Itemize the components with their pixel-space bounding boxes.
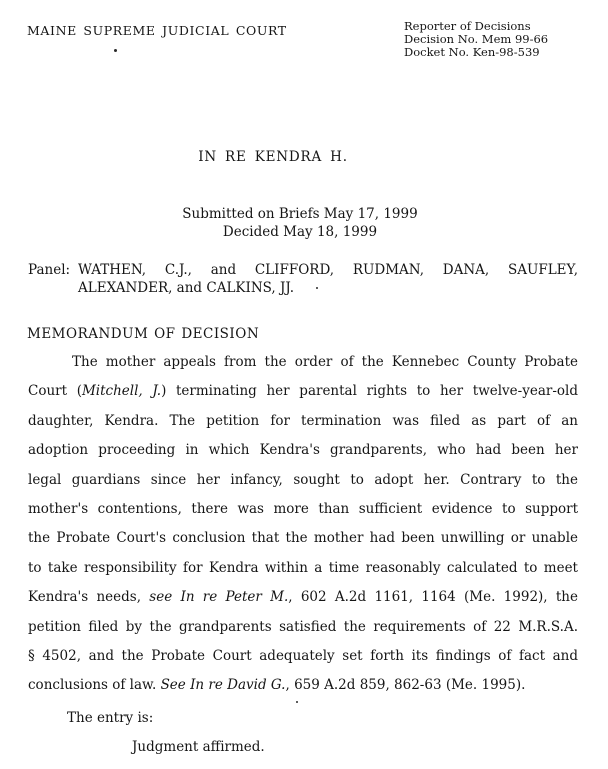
body-text-segment: to take responsibility for Kendra within a time reasonably calculated to meet <box>28 559 578 576</box>
body-text-segment: Kendra's needs, <box>28 589 150 606</box>
body-line <box>28 524 578 553</box>
panel-judges-line2: ALEXANDER, and CALKINS, JJ. <box>78 279 295 296</box>
body-text-segment: mother's contentions, there was more than sufficient evidence to support <box>28 500 578 517</box>
panel-block <box>28 262 578 297</box>
body-text-segment: daughter, Kendra. The petition for termination was filed as part of an <box>28 412 578 429</box>
body-text-segment: adoption proceeding in which Kendra's grandparents, who had been her <box>28 442 578 459</box>
panel-judges-line1: WATHEN, C.J., and CLIFFORD, RUDMAN, DANA, SAUFLEY, <box>78 262 578 278</box>
body-text-segment: , 659 A.2d 859, 862-63 (Me. 1995). <box>285 677 526 694</box>
panel-label: Panel: <box>28 262 71 278</box>
body-line <box>28 613 578 642</box>
body-text-segment: legal guardians since her infancy, sought to adopt her. Contrary to the <box>28 471 578 488</box>
body-text-segment: the Probate Court's conclusion that the mother had been unwilling or unable <box>28 530 578 547</box>
decision-number-line: Decision No. Mem 99-66 <box>404 32 549 46</box>
body-text-segment: , 602 A.2d 1161, 1164 (Me. 1992), the <box>288 589 578 606</box>
entry-lead: The entry is: <box>67 710 154 726</box>
reporter-of-decisions-line: Reporter of Decisions <box>404 19 531 33</box>
body-text-segment: § 4502, and the Probate Court adequately set forth its findings of fact and <box>28 647 578 664</box>
body-line <box>28 642 578 671</box>
body-text-segment: ) terminating her parental rights to her twelve-year-old <box>161 383 579 400</box>
citation-italic: see In re Peter M. <box>149 589 289 606</box>
docket-number-line: Docket No. Ken-98-539 <box>404 45 540 59</box>
scan-artifact-dot <box>296 701 298 703</box>
court-name: MAINE SUPREME JUDICIAL COURT <box>27 23 287 38</box>
body-line <box>28 583 578 612</box>
body-line <box>28 671 578 700</box>
reporter-block <box>404 20 548 59</box>
scan-artifact-dot <box>114 49 117 52</box>
body-line <box>28 377 578 406</box>
decided-line: Decided May 18, 1999 <box>222 223 378 240</box>
body-line <box>28 495 578 524</box>
submitted-line: Submitted on Briefs May 17, 1999 <box>182 206 418 222</box>
memorandum-heading: MEMORANDUM OF DECISION <box>27 326 260 342</box>
body-line <box>28 436 578 465</box>
body-line <box>28 348 578 377</box>
memorandum-body <box>28 348 578 701</box>
body-text-segment: conclusions of law. <box>28 677 161 694</box>
body-text-segment: petition filed by the grandparents satisfied the requirements of 22 M.R.S.A. <box>28 618 578 635</box>
case-dates-block <box>0 206 600 241</box>
citation-italic: Mitchell, J. <box>81 383 162 400</box>
body-text-segment: The mother appeals from the order of the Kennebec County Probate <box>72 354 578 370</box>
body-line <box>28 407 578 436</box>
body-line <box>28 466 578 495</box>
entry-text: Judgment affirmed. <box>132 739 265 755</box>
body-text-segment: Court ( <box>28 383 82 400</box>
body-line <box>28 554 578 583</box>
case-title: IN RE KENDRA H. <box>198 149 348 165</box>
citation-italic: See In re David G. <box>160 677 286 694</box>
